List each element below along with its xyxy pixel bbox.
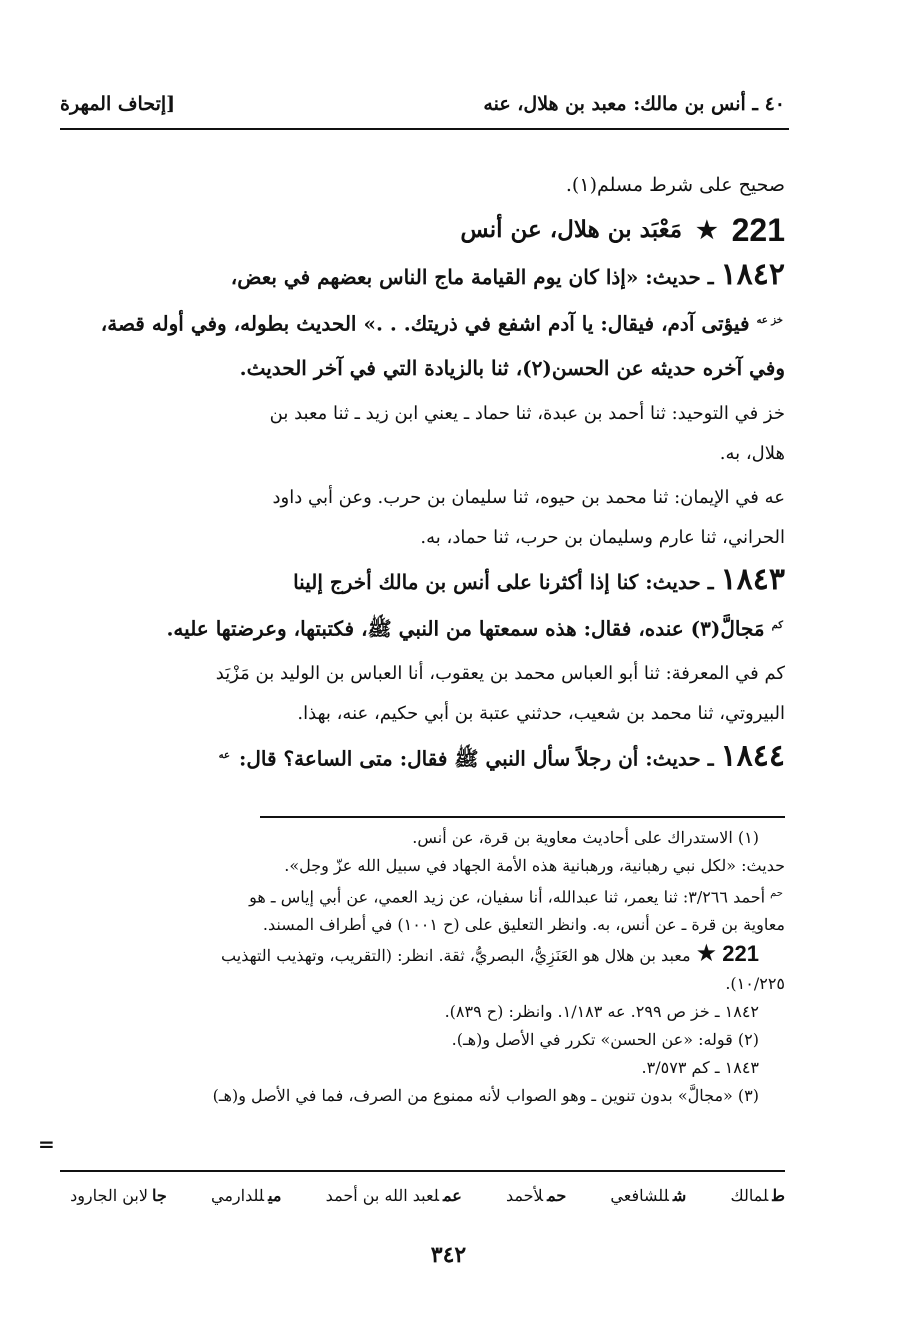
sigla: كم [771, 619, 783, 631]
hadith-line: فيؤتى آدم، فيقال: يا آدم اشفع في ذريتك. . .» الحديث بطوله، وفي أوله قصة، [100, 311, 750, 336]
running-title: ٤٠ ـ أنس بن مالك: معبد بن هلال، عنه [483, 93, 785, 115]
hadith-1842 [68, 253, 785, 390]
hadith-1844 [68, 734, 785, 781]
page-number: ٣٤٢ [430, 1242, 467, 1268]
footnote-1-line: $^{حم}$ أحمد ٣/٢٦٦: ثنا يعمر، ثنا عبدالله، أنا سفيان، عن زيد العمي، عن أبي إياس ـ هو [249, 887, 783, 907]
abbreviation-item: حملأحمد [505, 1186, 567, 1205]
intro-line: صحيح على شرط مسلم(١). [565, 174, 785, 196]
abbreviation-legend [70, 1186, 785, 1216]
footnote-section-note: 221 ★ معبد بن هلال هو العَنَزِيُّ، البصريُّ، ثقة. انظر: (التقريب، وتهذيب التهذيب [221, 939, 759, 968]
paragraph-line: البيروتي، ثنا محمد بن شعيب، حدثني عتبة بن أبي حكيم، عنه، بهذا. [297, 703, 785, 725]
star-icon: ★ [696, 215, 718, 244]
paragraph-ah [68, 478, 785, 558]
abbreviation-item: عملعبد الله بن أحمد [325, 1186, 462, 1205]
hadith-number: ١٨٤٢ [720, 257, 785, 292]
hadith-line: وفي آخره حديثه عن الحسن(٢)، ثنا بالزيادة التي في آخر الحديث. [239, 355, 785, 380]
main-text [68, 165, 785, 781]
hadith-number: ١٨٤٤ [720, 738, 785, 774]
footnote-3: (٣) «مجالَّ» بدون تنوين ـ وهو الصواب لأنه ممنوع من الصرف، فما في الأصل و(هـ) [212, 1086, 759, 1106]
abbreviation-item: شللشافعي [610, 1186, 687, 1205]
paragraph-khuz [68, 394, 785, 474]
paragraph-line: خز في التوحيد: ثنا أحمد بن عبدة، ثنا حماد ـ يعني ابن زيد ـ ثنا معبد بن [269, 402, 785, 424]
footnote-1-line: حديث: «لكل نبي رهبانية، ورهبانية هذه الأمة الجهاد في سبيل الله عزّ وجل». [284, 856, 785, 875]
sigla: حم [770, 888, 783, 899]
paragraph-line: عه في الإيمان: ثنا محمد بن حيوه، ثنا سليمان بن حرب. وعن أبي داود [272, 486, 785, 508]
page-header [60, 86, 785, 122]
header-rule [60, 128, 789, 130]
footnote-2: (٢) قوله: «عن الحسن» تكرر في الأصل و(هـ). [451, 1030, 759, 1050]
hadith-line: ـ حديث: «إذا كان يوم القيامة ماج الناس بعضهم في بعض، [230, 265, 714, 289]
abbreviation-item: طلمالك [730, 1186, 785, 1205]
abbreviation-item: جالابن الجارود [70, 1186, 167, 1205]
section-heading [68, 207, 785, 253]
continuation-mark: = [38, 1132, 55, 1156]
paragraph-km [68, 654, 785, 734]
footnote-1-line: معاوية بن قرة ـ عن أنس، به. وانظر التعليق على (ح ١٠٠١) في أطراف المسند. [262, 915, 785, 935]
footnote-rule [260, 816, 785, 818]
sigla: خز عه [756, 315, 783, 326]
hadith-line: ـ حديث: أن رجلاً سأل النبي ﷺ فقال: متى الساعة؟ قال: [238, 746, 714, 771]
bottom-rule [60, 1170, 785, 1172]
paragraph-line: كم في المعرفة: ثنا أبو العباس محمد بن يعقوب، أنا العباس بن الوليد بن مَزْيَد [215, 663, 785, 685]
book-title: [إتحاف المهرة [60, 93, 176, 115]
footnote-1: (١) الاستدراك على أحاديث معاوية بن قرة، عن أنس. [412, 828, 759, 847]
reference-1843: ١٨٤٣ ـ كم ٣/٥٧٣. [641, 1058, 759, 1078]
footnotes [58, 824, 785, 1110]
section-number: 221 [722, 941, 759, 967]
hadith-number: ١٨٤٣ [720, 561, 785, 597]
hadith-1843 [68, 558, 785, 651]
paragraph-line: الحراني، ثنا عارم وسليمان بن حرب، ثنا حماد، به. [420, 526, 785, 548]
sigla: عه [218, 750, 230, 762]
hadith-line: مَجالَّ(٣) عنده، فقال: هذه سمعتها من النبي ﷺ، فكتبتها، وعرضتها عليه. [166, 616, 765, 641]
hadith-line: ـ حديث: كنا إذا أكثرنا على أنس بن مالك أخرج إلينا [293, 569, 714, 594]
paragraph-line: هلال، به. [719, 442, 785, 464]
abbreviation-item: ميللدارمي [210, 1186, 282, 1205]
section-title: مَعْبَد بن هلال، عن أنس [460, 216, 683, 243]
footnote-section-note-line: ١٠/٢٢٥). [725, 974, 785, 994]
reference-1842: ١٨٤٢ ـ خز ص ٢٩٩. عه ١/١٨٣. وانظر: (ح ٨٣٩). [444, 1002, 759, 1022]
star-icon: ★ [695, 939, 718, 968]
section-number: 221 [731, 212, 785, 248]
